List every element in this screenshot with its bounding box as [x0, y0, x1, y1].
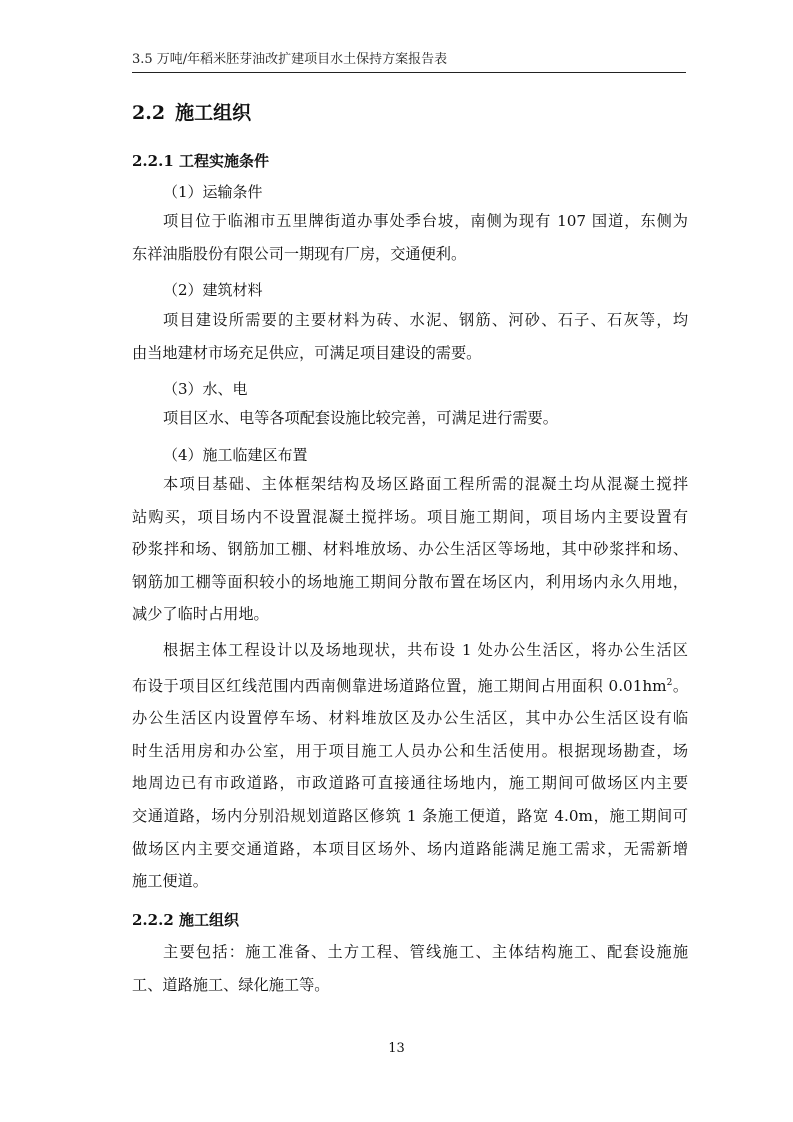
page-number: 13: [388, 1041, 405, 1056]
item-label-transport: （1）运输条件: [163, 183, 263, 201]
text-line: 项目区水、电等各项配套设施比较完善，可满足进行需要。: [163, 409, 558, 427]
text-line: 时生活用房和办公室，用于项目施工人员办公和生活使用。根据现场勘查，场: [132, 741, 688, 760]
text-span: 。: [672, 676, 689, 695]
text-line: 地周边已有市政道路，市政道路可直接通往场地内，施工期间可做场区内主要: [132, 774, 688, 793]
section-number: 2.2: [132, 102, 166, 124]
paragraph-utilities: [132, 402, 688, 435]
paragraph-materials: [132, 304, 688, 369]
text-line: 站购买，项目场内不设置混凝土搅拌场。项目施工期间，项目场内主要设置有: [132, 507, 688, 526]
paragraph-transport: [132, 205, 688, 270]
text-line: 根据主体工程设计以及场地现状，共布设 1 处办公生活区，将办公生活区: [163, 641, 688, 659]
text-line: 交通道路，场内分别沿规划道路区修筑 1 条施工便道，路宽 4.0m，施工期间可: [132, 807, 688, 826]
text-line: 钢筋加工棚等面积较小的场地施工期间分散布置在场区内，利用场内永久用地，: [132, 572, 688, 591]
text-line: 减少了临时占用地。: [132, 605, 269, 624]
superscript: 2: [666, 677, 673, 688]
section-title: 施工组织: [175, 102, 252, 124]
subsection-heading-2-2-1: 2.2.1 工程实施条件: [132, 152, 269, 170]
text-line: 办公生活区内设置停车场、材料堆放区及办公生活区，其中办公生活区设有临: [132, 709, 688, 728]
paragraph-temp-layout: [132, 468, 688, 631]
text-line: 主要包括：施工准备、土方工程、管线施工、主体结构施工、配套设施施: [163, 943, 688, 961]
text-line: 本项目基础、主体框架结构及场区路面工程所需的混凝土均从混凝土搅拌: [163, 475, 688, 493]
item-label-materials: （2）建筑材料: [163, 281, 263, 299]
running-header: 3.5 万吨/年稻米胚芽油改扩建项目水土保持方案报告表: [132, 52, 448, 67]
text-line: 由当地建材市场充足供应，可满足项目建设的需要。: [132, 343, 482, 362]
text-line: 项目位于临湘市五里牌街道办事处季台坡，南侧为现有 107 国道，东侧为: [163, 212, 688, 230]
subsection-heading-2-2-2: 2.2.2 施工组织: [132, 911, 239, 929]
text-line: 做场区内主要交通道路，本项目区场外、场内道路能满足施工需求，无需新增: [132, 839, 688, 858]
paragraph-office-area: [132, 634, 688, 898]
text-line: 项目建设所需要的主要材料为砖、水泥、钢筋、河砂、石子、石灰等，均: [163, 311, 688, 329]
text-line: [132, 667, 688, 703]
section-heading: [132, 98, 251, 128]
item-label-utilities: （3）水、电: [163, 380, 248, 398]
text-line: 施工便道。: [132, 872, 208, 891]
text-line: 砂浆拌和场、钢筋加工棚、材料堆放场、办公生活区等场地，其中砂浆拌和场、: [132, 540, 688, 559]
text-line: 东祥油脂股份有限公司一期现有厂房，交通便利。: [132, 244, 467, 263]
text-span: 布设于项目区红线范围内西南侧靠进场道路位置，施工期间占用面积 0.01hm: [132, 676, 667, 695]
header-rule: [132, 72, 686, 73]
text-line: 工、道路施工、绿化施工等。: [132, 975, 330, 994]
paragraph-construction-scope: [132, 936, 688, 1001]
item-label-temp-layout: （4）施工临建区布置: [163, 446, 308, 464]
